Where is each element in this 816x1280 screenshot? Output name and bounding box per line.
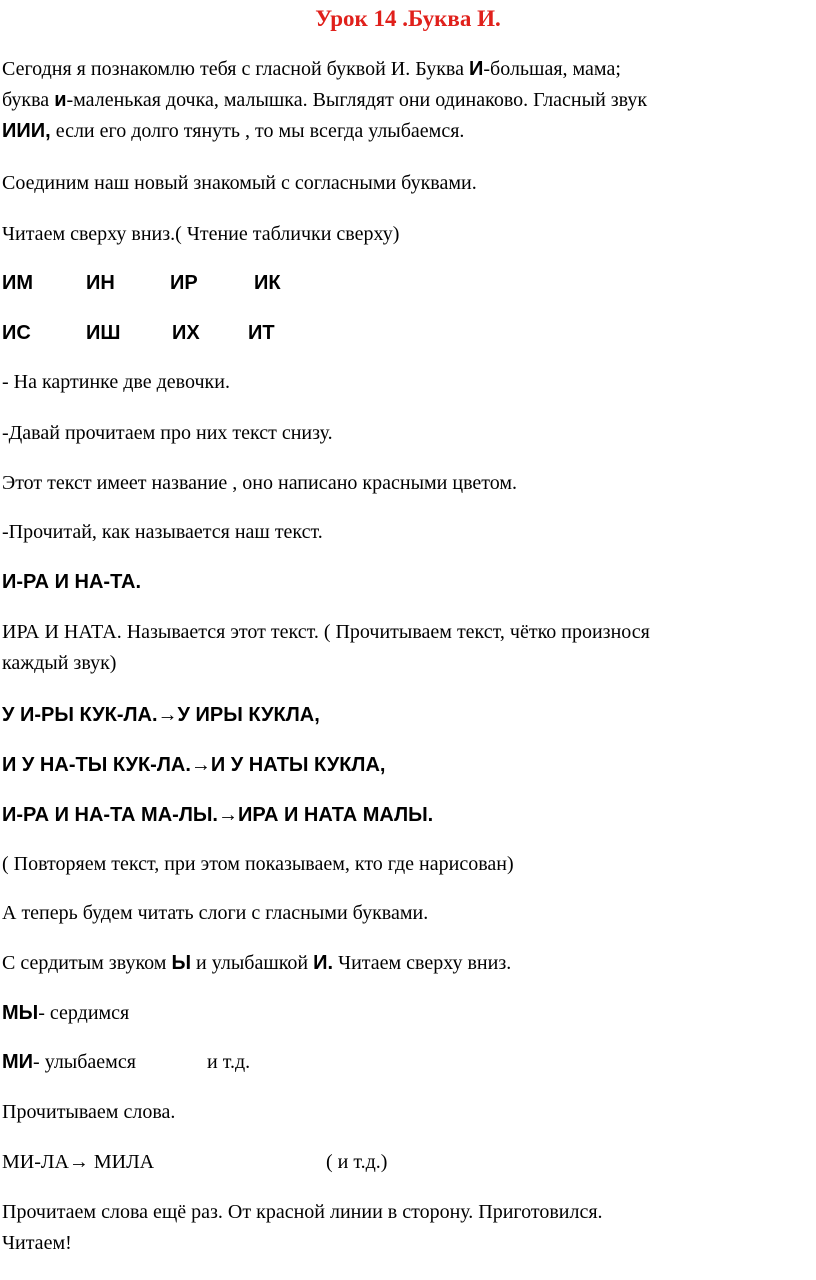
mi-etc: и т.д.	[207, 1051, 251, 1073]
intro-text-5: если его долго тянуть , то мы всегда улыбаемся.	[50, 120, 465, 142]
intro-small-letter: и	[54, 89, 67, 111]
intro-text-3: буква	[2, 89, 55, 111]
my-line	[2, 998, 810, 1029]
syllable: ИК	[254, 272, 281, 294]
title-read-paragraph	[2, 617, 810, 679]
again-paragraph	[2, 1197, 810, 1259]
again-text-2: Читаем!	[2, 1232, 72, 1254]
vowels-line: А теперь будем читать слоги с гласными буквами.	[2, 902, 429, 924]
title-read-text-1: ИРА И НАТА. Называется этот текст. ( Прочитываем текст, чётко произнося	[2, 621, 650, 643]
connect-line: Соединим наш новый знакомый с согласными буквами.	[2, 172, 477, 194]
lesson-title: Урок 14 .Буква И.	[315, 6, 501, 31]
syllable: ИТ	[248, 322, 275, 344]
story-line-3: И-РА И НА-ТА МА-ЛЫ.→ИРА И НАТА МАЛЫ.	[2, 804, 434, 826]
angry-letter-i: И.	[313, 952, 334, 974]
syllable: ИМ	[2, 272, 34, 294]
mi-line	[2, 1047, 810, 1078]
syllable: ИН	[86, 272, 115, 294]
syllable: ИС	[2, 322, 31, 344]
read-text-line: -Давай прочитаем про них текст снизу.	[2, 422, 333, 444]
mi-text: - улыбаемся	[33, 1051, 136, 1073]
mila-etc: ( и т.д.)	[326, 1151, 388, 1173]
name-info-line: Этот текст имеет название , оно написано красными цветом.	[2, 472, 518, 494]
angry-text-3: Читаем сверху вниз.	[333, 952, 512, 974]
angry-text-1: С сердитым звуком	[2, 952, 172, 974]
read-words-line: Прочитываем слова.	[2, 1101, 176, 1123]
repeat-line: ( Повторяем текст, при этом показываем, кто где нарисован)	[2, 853, 514, 875]
read-name-line: -Прочитай, как называется наш текст.	[2, 521, 323, 543]
syllable: ИХ	[172, 322, 200, 344]
girls-line: - На картинке две девочки.	[2, 371, 230, 393]
syllable: ИР	[170, 272, 198, 294]
intro-text-4: -маленькая дочка, малышка. Выглядят они одинаково. Гласный звук	[66, 89, 648, 111]
angry-letter-y: Ы	[171, 952, 192, 974]
angry-text-2: и улыбашкой	[191, 952, 314, 974]
mi-syllable: МИ	[2, 1051, 34, 1073]
read-down-line: Читаем сверху вниз.( Чтение таблички сверху)	[2, 223, 400, 245]
title-read-text-2: каждый звук)	[2, 652, 117, 674]
text-title-line: И-РА И НА-ТА.	[2, 571, 142, 593]
my-text: - сердимся	[38, 1002, 130, 1024]
intro-paragraph	[2, 54, 810, 147]
my-syllable: МЫ	[2, 1002, 39, 1024]
mila-word: МИ-ЛА→ МИЛА	[2, 1151, 155, 1173]
story-line-2: И У НА-ТЫ КУК-ЛА.→И У НАТЫ КУКЛА,	[2, 754, 386, 776]
again-text-1: Прочитаем слова ещё раз. От красной линии в сторону. Приготовился.	[2, 1201, 603, 1223]
intro-text-2: -большая, мама;	[483, 58, 621, 80]
mila-line	[2, 1147, 810, 1178]
intro-sound: ИИИ,	[2, 120, 51, 142]
syllable: ИШ	[86, 322, 121, 344]
angry-line	[2, 948, 810, 979]
intro-big-letter: И	[469, 58, 484, 80]
intro-text-1: Сегодня я познакомлю тебя с гласной буквой И. Буква	[2, 58, 469, 80]
story-line-1: У И-РЫ КУК-ЛА.→У ИРЫ КУКЛА,	[2, 704, 320, 726]
